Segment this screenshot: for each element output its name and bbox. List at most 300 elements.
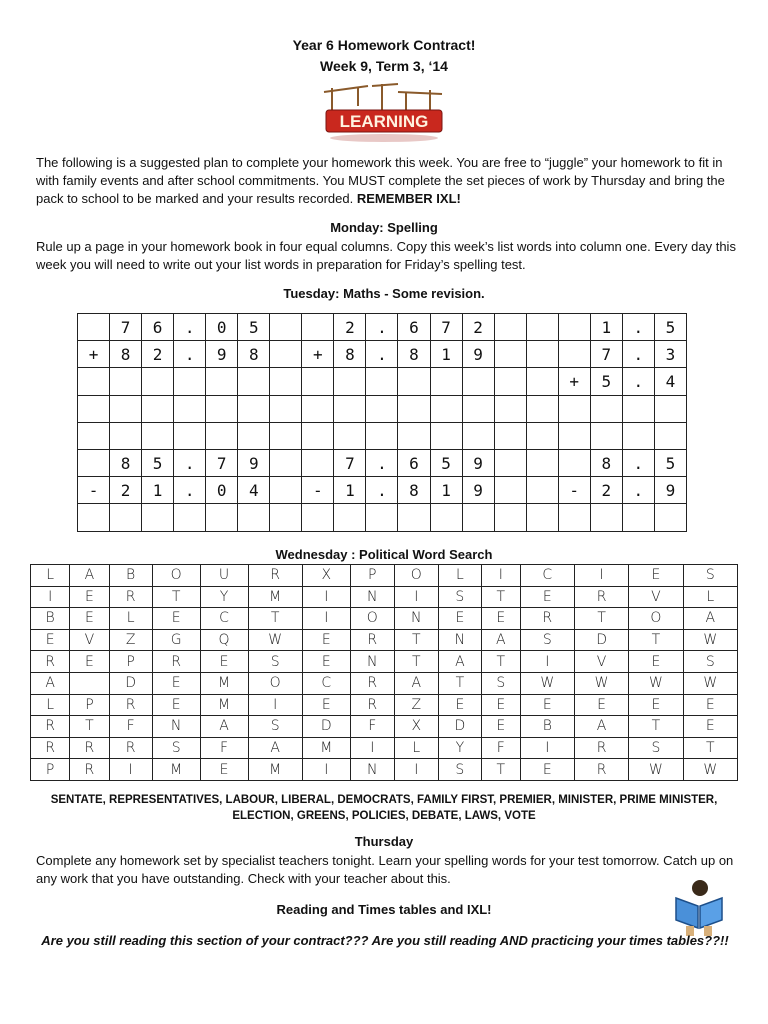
word-search-letter: E	[200, 759, 248, 781]
maths-grid-cell	[142, 422, 174, 449]
word-search-letter: E	[70, 651, 109, 673]
word-search-letter: G	[152, 629, 200, 651]
wednesday-heading: Wednesday : Political Word Search	[275, 547, 493, 562]
maths-grid-cell	[558, 504, 590, 531]
maths-grid-cell	[174, 395, 206, 422]
word-search-letter: T	[629, 716, 683, 738]
maths-grid-cell: 8	[398, 341, 430, 368]
word-search-letter: D	[438, 716, 481, 738]
word-search-letter: E	[481, 694, 520, 716]
maths-grid-cell	[462, 504, 494, 531]
word-search-letter: W	[683, 759, 737, 781]
maths-grid-cell: 9	[654, 477, 686, 504]
maths-grid-cell	[526, 477, 558, 504]
maths-grid-cell: 9	[462, 477, 494, 504]
maths-grid-cell	[110, 368, 142, 395]
word-search-letter: A	[574, 716, 628, 738]
tuesday-heading: Tuesday: Maths - Some revision.	[283, 286, 485, 301]
word-search-letter: L	[394, 737, 438, 759]
word-search-letter: R	[152, 651, 200, 673]
maths-grid-cell: 1	[430, 477, 462, 504]
word-search-letter: Z	[394, 694, 438, 716]
word-search-letter: V	[629, 586, 683, 608]
maths-grid-cell	[142, 504, 174, 531]
word-search-letter: A	[31, 672, 70, 694]
word-search-letter: A	[394, 672, 438, 694]
word-search-letter: E	[574, 694, 628, 716]
word-search-letter: S	[438, 759, 481, 781]
word-search-letter: R	[574, 759, 628, 781]
maths-grid-cell: .	[366, 341, 398, 368]
word-search-letter: E	[481, 716, 520, 738]
maths-grid-cell	[558, 449, 590, 476]
word-search-letter: R	[109, 694, 152, 716]
maths-grid-cell	[270, 314, 302, 341]
word-search-letter: E	[31, 629, 70, 651]
maths-grid-cell	[558, 314, 590, 341]
word-search-letter: P	[31, 759, 70, 781]
maths-grid-cell	[334, 395, 366, 422]
maths-grid-cell	[654, 422, 686, 449]
word-search-letter: S	[248, 651, 302, 673]
word-search-letter: B	[520, 716, 574, 738]
maths-grid-cell	[238, 504, 270, 531]
maths-grid-cell	[494, 449, 526, 476]
word-search-row	[31, 651, 738, 673]
word-search-letter: F	[481, 737, 520, 759]
maths-grid-cell: 8	[398, 477, 430, 504]
maths-grid-cell	[270, 422, 302, 449]
page-subtitle: Week 9, Term 3, ‘14	[320, 58, 448, 74]
word-search-letter: R	[350, 694, 394, 716]
maths-grid-cell	[590, 395, 622, 422]
word-search-letter: P	[70, 694, 109, 716]
word-search-letter: O	[629, 608, 683, 630]
word-search-letter: R	[574, 586, 628, 608]
maths-grid-cell	[238, 422, 270, 449]
maths-grid-cell	[110, 504, 142, 531]
word-search-letter: N	[350, 586, 394, 608]
word-search-row	[31, 672, 738, 694]
maths-grid-cell: 8	[238, 341, 270, 368]
monday-instructions: Rule up a page in your homework book in four equal columns. Copy this week’s list words into column one. Every day this week you will need to write out your list words in preparation for Friday’s spelling test.	[36, 239, 736, 272]
word-search-letter: T	[394, 651, 438, 673]
maths-grid-cell	[302, 449, 334, 476]
word-search-letter: R	[248, 565, 302, 587]
maths-grid-cell	[526, 341, 558, 368]
maths-grid-cell	[206, 422, 238, 449]
maths-grid-cell	[206, 504, 238, 531]
word-search-letter: M	[200, 694, 248, 716]
word-search-letter: N	[350, 651, 394, 673]
word-search-letter: R	[70, 737, 109, 759]
maths-grid-cell: .	[174, 477, 206, 504]
word-search-letter: A	[248, 737, 302, 759]
word-search-letter: F	[109, 716, 152, 738]
word-search-row	[31, 586, 738, 608]
maths-grid-cell	[270, 395, 302, 422]
word-search-letter: E	[70, 586, 109, 608]
word-search-letter: S	[683, 651, 737, 673]
maths-grid-cell: 2	[590, 477, 622, 504]
maths-grid-cell	[78, 504, 110, 531]
maths-grid-cell	[110, 422, 142, 449]
word-search-row	[31, 737, 738, 759]
word-search-letter: Y	[438, 737, 481, 759]
maths-grid-cell: 5	[430, 449, 462, 476]
word-search-letter: S	[481, 672, 520, 694]
word-search-letter: T	[481, 651, 520, 673]
word-search-letter: I	[302, 759, 350, 781]
word-search-letter: O	[350, 608, 394, 630]
maths-revision-grid	[77, 313, 687, 532]
maths-grid-cell	[654, 395, 686, 422]
word-search-letter: E	[438, 608, 481, 630]
word-search-letter: S	[152, 737, 200, 759]
maths-grid-cell: 5	[590, 368, 622, 395]
maths-grid-row	[78, 314, 687, 341]
word-search-letter: E	[70, 608, 109, 630]
maths-grid-cell	[526, 395, 558, 422]
word-search-letter: E	[481, 608, 520, 630]
word-search-letter: N	[152, 716, 200, 738]
word-search-letter: I	[520, 651, 574, 673]
child-reading-icon	[668, 876, 730, 938]
maths-grid-cell: 7	[206, 449, 238, 476]
word-search-letter: V	[574, 651, 628, 673]
word-search-letter: E	[302, 629, 350, 651]
maths-grid-cell: 8	[334, 341, 366, 368]
maths-grid-cell	[590, 422, 622, 449]
maths-grid-cell	[238, 395, 270, 422]
word-search-letter: C	[520, 565, 574, 587]
word-search-row	[31, 759, 738, 781]
word-search-letter: I	[302, 586, 350, 608]
word-search-letter: D	[574, 629, 628, 651]
maths-grid-cell	[622, 395, 654, 422]
word-search-letter: I	[31, 586, 70, 608]
maths-grid-cell: .	[174, 449, 206, 476]
maths-grid-cell	[334, 422, 366, 449]
thursday-heading: Thursday	[354, 834, 414, 849]
maths-grid-cell	[398, 395, 430, 422]
maths-grid-cell	[174, 504, 206, 531]
maths-grid-cell	[494, 422, 526, 449]
word-search-letter: I	[302, 608, 350, 630]
word-search-letter: R	[350, 672, 394, 694]
maths-grid-cell: 1	[334, 477, 366, 504]
word-search-letter: P	[109, 651, 152, 673]
maths-grid-cell	[462, 395, 494, 422]
maths-grid-cell	[590, 504, 622, 531]
maths-grid-cell: 1	[430, 341, 462, 368]
word-search-letter: N	[438, 629, 481, 651]
word-search-letter: L	[31, 694, 70, 716]
word-search-letter: O	[248, 672, 302, 694]
word-search-letter: L	[109, 608, 152, 630]
word-search-letter: A	[200, 716, 248, 738]
intro-paragraph	[36, 154, 736, 208]
maths-grid-cell	[206, 368, 238, 395]
maths-grid-cell	[526, 314, 558, 341]
maths-grid-cell	[366, 422, 398, 449]
word-search-letter: R	[31, 651, 70, 673]
intro-emphasis: REMEMBER IXL!	[356, 191, 461, 206]
maths-grid-cell	[78, 314, 110, 341]
maths-grid-row	[78, 395, 687, 422]
maths-grid-cell	[270, 449, 302, 476]
word-search-letter: E	[152, 694, 200, 716]
word-search-letter: R	[520, 608, 574, 630]
maths-grid-cell: 5	[238, 314, 270, 341]
word-search-letter: E	[683, 694, 737, 716]
maths-grid-cell	[302, 314, 334, 341]
word-search-letter: C	[302, 672, 350, 694]
word-search-letter: E	[520, 586, 574, 608]
maths-grid-cell	[398, 368, 430, 395]
maths-grid-cell	[558, 422, 590, 449]
word-search-row	[31, 608, 738, 630]
maths-grid-cell: 9	[462, 341, 494, 368]
maths-grid-cell: 5	[654, 449, 686, 476]
word-search-letter: M	[248, 586, 302, 608]
maths-grid-cell: 9	[238, 449, 270, 476]
page-title: Year 6 Homework Contract!	[292, 37, 476, 53]
word-search-letter: D	[109, 672, 152, 694]
maths-grid-cell	[334, 504, 366, 531]
word-search-letter: W	[629, 759, 683, 781]
word-search-letter: R	[31, 737, 70, 759]
word-search-letter: B	[31, 608, 70, 630]
word-search-row	[31, 565, 738, 587]
maths-grid-cell	[430, 368, 462, 395]
maths-grid-cell: 7	[334, 449, 366, 476]
maths-grid-cell	[302, 368, 334, 395]
word-search-letter: L	[438, 565, 481, 587]
word-search-letter: N	[350, 759, 394, 781]
maths-grid-cell	[494, 504, 526, 531]
maths-grid-cell	[526, 504, 558, 531]
maths-grid-cell	[270, 504, 302, 531]
maths-grid-row	[78, 422, 687, 449]
word-search-grid	[30, 564, 738, 781]
word-search-letter: U	[200, 565, 248, 587]
maths-grid-cell: .	[622, 314, 654, 341]
maths-grid-cell: -	[302, 477, 334, 504]
maths-grid-cell	[78, 368, 110, 395]
maths-grid-cell: 7	[110, 314, 142, 341]
word-search-letter: D	[302, 716, 350, 738]
word-search-letter: E	[438, 694, 481, 716]
word-search-letter: R	[31, 716, 70, 738]
maths-grid-cell: .	[622, 368, 654, 395]
word-search-letter: Z	[109, 629, 152, 651]
word-search-letter: E	[152, 672, 200, 694]
word-search-letter: F	[200, 737, 248, 759]
intro-text: The following is a suggested plan to complete your homework this week. You are free to “juggle” your homework to fit in with family events and after school commitments. You MUST complete the set pieces of work by Thursday and bring the pack to school to be marked and your results recorded.	[36, 155, 725, 206]
word-search-letter: O	[152, 565, 200, 587]
word-search-letter: S	[629, 737, 683, 759]
word-search-letter: A	[683, 608, 737, 630]
word-search-letter: N	[394, 608, 438, 630]
word-search-letter: T	[70, 716, 109, 738]
word-search-letter: A	[438, 651, 481, 673]
maths-grid-cell	[654, 504, 686, 531]
maths-grid-cell: .	[622, 341, 654, 368]
word-search-letter: E	[520, 759, 574, 781]
word-search-letter: R	[109, 586, 152, 608]
word-search-letter: T	[248, 608, 302, 630]
maths-grid-cell: .	[174, 341, 206, 368]
maths-grid-cell: 7	[590, 341, 622, 368]
maths-grid-row	[78, 477, 687, 504]
word-search-letter: M	[302, 737, 350, 759]
word-search-letter: R	[70, 759, 109, 781]
word-search-letter: E	[629, 565, 683, 587]
word-search-letter: L	[683, 586, 737, 608]
word-search-letter: S	[438, 586, 481, 608]
word-search-letter: W	[574, 672, 628, 694]
maths-grid-cell	[142, 368, 174, 395]
word-search-letter: I	[248, 694, 302, 716]
maths-grid-cell: .	[366, 449, 398, 476]
maths-grid-cell: 3	[654, 341, 686, 368]
word-search-letter: I	[109, 759, 152, 781]
word-search-row	[31, 694, 738, 716]
word-search-letter: I	[394, 586, 438, 608]
word-search-row	[31, 629, 738, 651]
maths-grid-row	[78, 449, 687, 476]
maths-grid-cell	[366, 395, 398, 422]
word-search-letter: T	[481, 759, 520, 781]
word-search-letter: R	[109, 737, 152, 759]
maths-grid-cell	[174, 422, 206, 449]
word-search-word-list: SENTATE, REPRESENTATIVES, LABOUR, LIBERAL, DEMOCRATS, FAMILY FIRST, PREMIER, MINISTER, PRIME MINISTER, ELECTION, GREENS, POLICIES, DEBATE, LAWS, VOTE	[50, 794, 718, 822]
word-search-letter: P	[350, 565, 394, 587]
word-search-letter: T	[683, 737, 737, 759]
maths-grid-cell: 9	[462, 449, 494, 476]
maths-grid-cell	[494, 477, 526, 504]
maths-grid-cell	[78, 449, 110, 476]
logo-word: LEARNING	[339, 112, 429, 131]
word-search-letter: L	[31, 565, 70, 587]
word-search-row	[31, 716, 738, 738]
word-search-letter: S	[683, 565, 737, 587]
maths-grid-cell	[430, 395, 462, 422]
maths-grid-cell: 8	[110, 449, 142, 476]
maths-grid-cell	[174, 368, 206, 395]
maths-grid-cell	[430, 422, 462, 449]
word-search-letter: B	[109, 565, 152, 587]
word-search-letter	[70, 672, 109, 694]
word-search-letter: T	[629, 629, 683, 651]
maths-grid-cell: -	[558, 477, 590, 504]
word-search-letter: O	[394, 565, 438, 587]
maths-grid-cell	[494, 314, 526, 341]
maths-grid-cell	[270, 477, 302, 504]
maths-grid-cell	[526, 449, 558, 476]
maths-grid-cell	[302, 395, 334, 422]
maths-grid-cell	[142, 395, 174, 422]
word-search-letter: W	[520, 672, 574, 694]
maths-grid-cell: 7	[430, 314, 462, 341]
word-search-letter: E	[302, 651, 350, 673]
word-search-letter: T	[438, 672, 481, 694]
maths-grid-cell	[494, 341, 526, 368]
maths-grid-cell	[270, 341, 302, 368]
maths-grid-cell: .	[366, 314, 398, 341]
learning-construction-logo	[318, 80, 450, 148]
word-search-letter: E	[200, 651, 248, 673]
maths-grid-row	[78, 368, 687, 395]
maths-grid-cell: +	[558, 368, 590, 395]
word-search-letter: E	[520, 694, 574, 716]
word-search-letter: W	[683, 629, 737, 651]
maths-grid-cell: 0	[206, 477, 238, 504]
word-search-letter: M	[200, 672, 248, 694]
word-search-letter: I	[394, 759, 438, 781]
maths-grid-row	[78, 504, 687, 531]
maths-grid-cell	[110, 395, 142, 422]
word-search-letter: E	[629, 694, 683, 716]
maths-grid-cell: 8	[110, 341, 142, 368]
maths-grid-cell: 2	[334, 314, 366, 341]
word-search-letter: S	[520, 629, 574, 651]
maths-grid-cell: 6	[142, 314, 174, 341]
word-search-letter: W	[683, 672, 737, 694]
word-search-letter: W	[248, 629, 302, 651]
word-search-letter: W	[629, 672, 683, 694]
maths-grid-cell	[430, 504, 462, 531]
word-search-letter: T	[152, 586, 200, 608]
maths-grid-cell	[302, 422, 334, 449]
closing-question: Are you still reading this section of your contract??? Are you still reading AND practicing your times tables??!!	[41, 933, 729, 948]
maths-grid-cell: 4	[238, 477, 270, 504]
maths-grid-cell	[558, 341, 590, 368]
maths-grid-cell	[78, 395, 110, 422]
maths-grid-cell: 2	[142, 341, 174, 368]
maths-grid-cell: 5	[142, 449, 174, 476]
maths-grid-cell	[270, 368, 302, 395]
word-search-letter: V	[70, 629, 109, 651]
maths-grid-cell	[494, 368, 526, 395]
maths-grid-cell: .	[174, 314, 206, 341]
maths-grid-cell	[398, 422, 430, 449]
maths-grid-row	[78, 341, 687, 368]
reading-heading: Reading and Times tables and IXL!	[276, 902, 492, 917]
word-search-letter: I	[481, 565, 520, 587]
word-search-letter: I	[574, 565, 628, 587]
word-search-letter: T	[394, 629, 438, 651]
word-search-letter: E	[152, 608, 200, 630]
maths-grid-cell: 8	[590, 449, 622, 476]
maths-grid-cell	[334, 368, 366, 395]
maths-grid-cell	[238, 368, 270, 395]
maths-grid-cell	[366, 368, 398, 395]
word-search-letter: A	[70, 565, 109, 587]
maths-grid-cell: 6	[398, 314, 430, 341]
word-search-letter: R	[574, 737, 628, 759]
word-search-letter: A	[481, 629, 520, 651]
word-search-letter: T	[481, 586, 520, 608]
maths-grid-cell	[526, 368, 558, 395]
maths-grid-cell: 1	[590, 314, 622, 341]
word-search-letter: S	[248, 716, 302, 738]
word-search-letter: Q	[200, 629, 248, 651]
word-search-letter: E	[629, 651, 683, 673]
maths-grid-cell: 9	[206, 341, 238, 368]
monday-heading: Monday: Spelling	[330, 220, 438, 235]
